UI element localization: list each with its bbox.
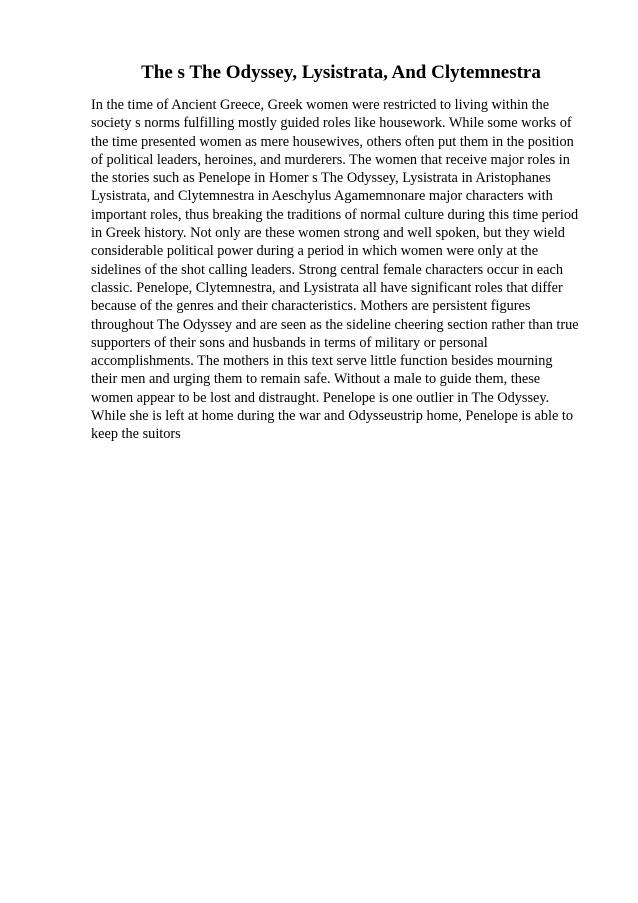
body-line: the time presented women as mere housewives, others often put them in the position (91, 133, 574, 150)
body-line: In the time of Ancient Greece, Greek women were restricted to living within the (91, 97, 550, 113)
document-body (91, 96, 591, 444)
body-line: While she is left at home during the war and Odysseustrip home, Penelope is able to (91, 408, 574, 425)
body-line: accomplishments. The mothers in this text serve little function besides mourning (91, 353, 553, 370)
body-line: important roles, thus breaking the traditions of normal culture during this time period (91, 206, 579, 223)
body-line: because of the genres and their characteristics. Mothers are persistent figures (91, 298, 531, 315)
body-line: supporters of their sons and husbands in terms of military or personal (91, 334, 488, 351)
body-line: their men and urging them to remain safe. Without a male to guide them, these (91, 371, 541, 388)
body-line: classic. Penelope, Clytemnestra, and Lysistrata all have significant roles that differ (91, 279, 563, 296)
body-line: considerable political power during a period in which women were only at the (91, 243, 539, 260)
body-line: sidelines of the shot calling leaders. Strong central female characters occur in each (91, 261, 563, 278)
body-line: in Greek history. Not only are these women strong and well spoken, but they wield (91, 225, 565, 242)
body-line: the stories such as Penelope in Homer s The Odyssey, Lysistrata in Aristophanes (91, 170, 551, 187)
body-line: keep the suitors (91, 426, 181, 443)
document-title: The s The Odyssey, Lysistrata, And Clytemnestra (141, 62, 541, 83)
body-line: Lysistrata, and Clytemnestra in Aeschylus Agamemnonare major characters with (91, 188, 553, 205)
body-line: of political leaders, heroines, and murderers. The women that receive major roles in (91, 151, 570, 168)
body-line: throughout The Odyssey and are seen as the sideline cheering section rather than true (91, 316, 579, 333)
body-line: women appear to be lost and distraught. Penelope is one outlier in The Odyssey. (91, 389, 550, 406)
body-line: society s norms fulfilling mostly guided roles like housework. While some works of (91, 115, 572, 132)
